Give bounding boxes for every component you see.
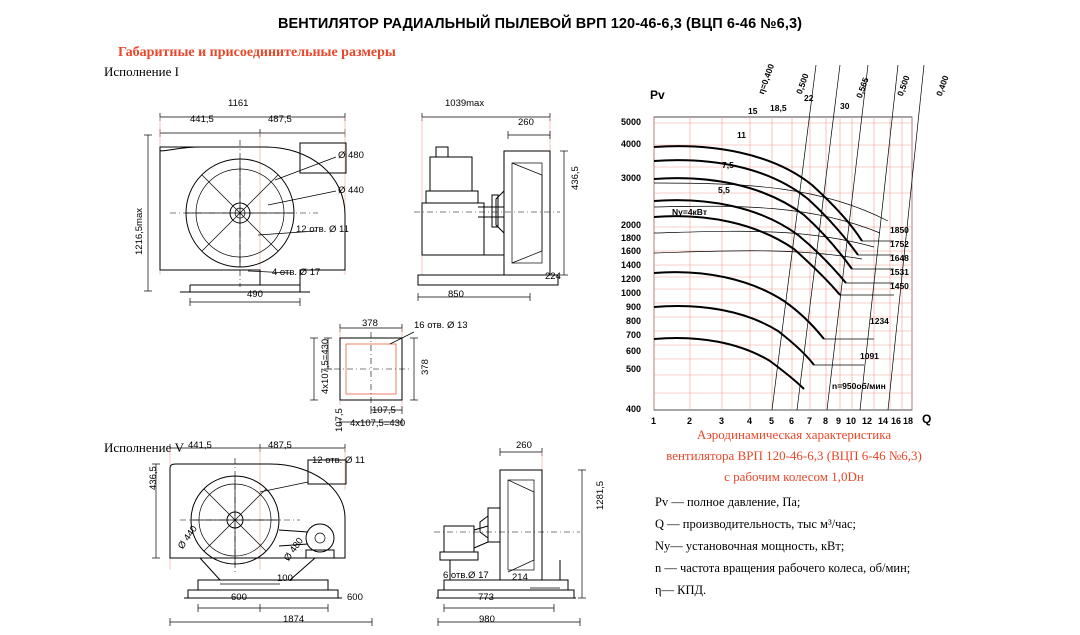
ytick-4000: 4000 [621,139,642,149]
drawing-front-view-exec1 [140,95,370,310]
eta-label-0-500b: 0,500 [895,74,912,98]
legend-item-eta: η— КПД. [655,583,707,597]
eta-label-0-565: 0,565 [854,76,871,100]
legend-item-pv: Pv — полное давление, Па; [655,495,801,509]
xtick-6: 6 [789,416,795,426]
legend-item-q: Q — производительность, тыс м³/час; [655,517,857,531]
dim-holes-12: 12 отв. Ø 11 [296,224,349,235]
dim5-600-b: 600 [347,592,363,603]
legend-item-n: n — частота вращения рабочего колеса, об/мин; [655,561,911,575]
dim-850: 850 [448,289,464,300]
ytick-1600: 1600 [621,246,642,256]
eta-label-0-500a: 0,500 [794,72,811,96]
xtick-4: 4 [747,416,753,426]
power-mark-5-5: 5,5 [718,185,730,195]
dim5-260: 260 [516,440,532,451]
dim-dia-440: Ø 440 [338,185,364,196]
xtick-18: 18 [903,416,914,426]
speed-label-1450: 1450 [890,281,909,291]
dim5-holes-6: 6 отв.Ø 17 [443,570,489,581]
xtick-5: 5 [769,416,775,426]
dim5-dia-440: Ø 440 [176,523,200,552]
speed-label-1752: 1752 [890,239,909,249]
dim-4x107-5-bottom: 4х107,5=430 [350,418,406,429]
speed-label-1850: 1850 [890,225,909,235]
ytick-800: 800 [626,316,642,326]
dim5-600-a: 600 [231,592,247,603]
chart-ylabel: Pv [650,88,665,102]
xtick-12: 12 [862,416,873,426]
dim-107-5-bottom: 107,5 [372,405,396,416]
dim-1039max: 1039max [445,98,485,109]
speed-label-1648: 1648 [890,253,909,263]
ytick-600: 600 [626,346,642,356]
execution-one-label: Исполнение I [104,64,179,79]
dim5-holes-12: 12 отв. Ø 11 [312,455,365,466]
xtick-7: 7 [807,416,813,426]
power-label-ny: Ny=4кВт [672,207,708,217]
dim5-773: 773 [478,592,494,603]
ytick-1400: 1400 [621,260,642,270]
dim5-436-5: 436,5 [148,466,159,490]
ytick-3000: 3000 [621,173,642,183]
chart-caption-line1: Аэродинамическая характеристика [696,427,892,442]
xtick-16: 16 [891,416,902,426]
dim5-dia-480: Ø 480 [282,535,306,564]
dim5-214: 214 [512,572,528,583]
execution-five-label: Исполнение V [104,440,184,455]
power-mark-18-5: 18,5 [770,103,787,113]
aerodynamic-chart [612,55,972,430]
ytick-900: 900 [626,302,642,312]
dim5-980: 980 [479,614,495,625]
power-mark-30: 30 [840,101,850,111]
dim-1161: 1161 [228,98,249,109]
xtick-9: 9 [836,416,842,426]
dim-dia-480: Ø 480 [338,150,364,161]
drawing-side-view-exec5 [430,430,600,630]
legend-item-ny: Ny— установочная мощность, кВт; [655,539,845,553]
dim-holes-16: 16 отв. Ø 13 [414,320,468,331]
dim-4x107-5-left: 4х107,5=430 [320,338,331,394]
power-mark-7-5: 7,5 [722,160,734,170]
ytick-1000: 1000 [621,288,642,298]
speed-label-1091: 1091 [860,351,879,361]
xtick-8: 8 [823,416,829,426]
dim5-100: 100 [277,573,293,584]
dim-490: 490 [247,289,263,300]
ytick-500: 500 [626,364,642,374]
dim-378-right: 378 [420,359,431,375]
xtick-10: 10 [846,416,857,426]
xtick-2: 2 [687,416,693,426]
page-title: ВЕНТИЛЯТОР РАДИАЛЬНЫЙ ПЫЛЕВОЙ ВРП 120-46-6,3 (ВЦП 6-46 №6,3) [277,16,803,32]
xtick-14: 14 [878,416,889,426]
speed-note: n=950об/мин [832,381,886,391]
power-mark-22: 22 [804,93,814,103]
power-mark-11: 11 [737,130,746,140]
speed-label-1531: 1531 [890,267,909,277]
xtick-1: 1 [651,416,657,426]
dim5-1281-5: 1281,5 [595,480,606,510]
ytick-1200: 1200 [621,274,642,284]
eta-label-0-400a: η=0,400 [756,62,777,96]
chart-caption-line2: вентилятора ВРП 120-46-6,3 (ВЦП 6-46 №6,3) [666,448,922,463]
power-mark-15: 15 [748,106,758,116]
dim-107-5-left: 107,5 [334,408,345,432]
dim5-1874: 1874 [283,614,305,625]
dim-436-5: 436,5 [570,166,581,190]
eta-label-0-400b: 0,400 [934,74,951,98]
dim5-487-5: 487,5 [268,440,292,451]
dim5-441-5: 441,5 [188,440,212,451]
ytick-1800: 1800 [621,233,642,243]
chart-caption-line3: с рабочим колесом 1,0Dн [724,469,864,484]
dim-441-5: 441,5 [190,114,214,125]
dim-1216-5max: 1216,5max [134,207,145,255]
dim-260: 260 [518,117,534,128]
dim-holes-4: 4 отв. Ø 17 [272,267,321,278]
chart-xlabel: Q [922,412,932,426]
ytick-700: 700 [626,330,642,340]
xtick-3: 3 [719,416,725,426]
dim-224: 224 [545,271,561,282]
dim-487-5: 487,5 [268,114,292,125]
ytick-400: 400 [626,404,642,414]
subtitle: Габаритные и присоединительные размеры [118,45,396,60]
ytick-5000: 5000 [621,117,642,127]
speed-label-1234: 1234 [870,316,889,326]
dim-378-top: 378 [362,318,378,329]
ytick-2000: 2000 [621,220,642,230]
